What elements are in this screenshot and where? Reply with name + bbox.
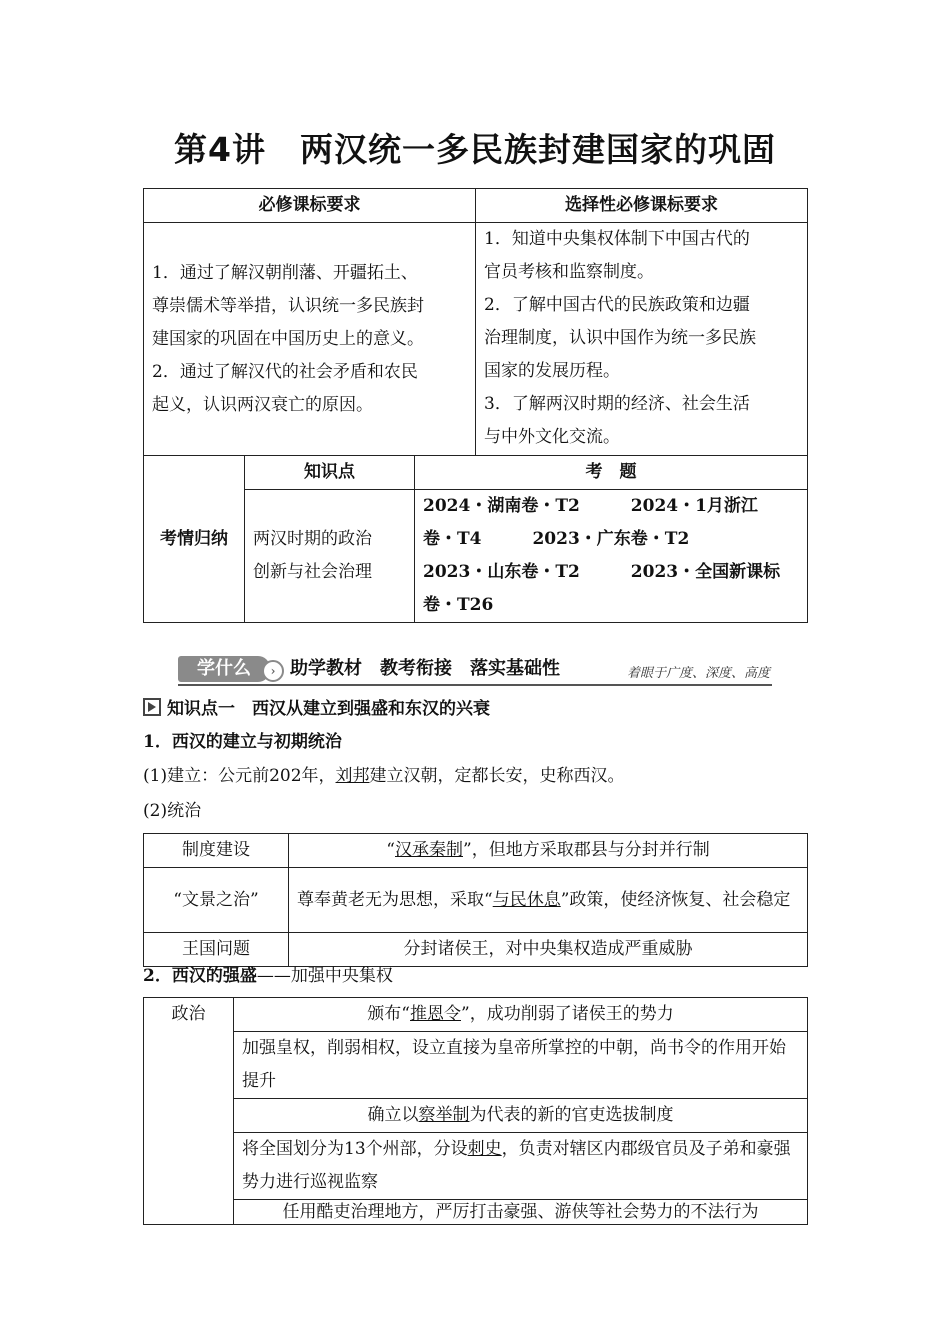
play-triangle-icon — [143, 698, 161, 716]
compulsory-line: 2．通过了解汉代的社会矛盾和农民 — [152, 361, 418, 382]
early-rule-table — [143, 833, 808, 967]
t1-r1-post: ”，但地方采取郡县与分封并行制 — [463, 840, 710, 860]
exam-questions-header: 考 题 — [415, 456, 808, 490]
exam-questions-cell — [415, 490, 808, 623]
subheading-2 — [143, 964, 393, 988]
learn-what-banner — [178, 654, 772, 686]
elective-line: 2．了解中国古代的民族政策和边疆 — [484, 295, 750, 315]
subheading-2-bold: 2．西汉的强盛 — [143, 966, 257, 986]
elective-standards-cell — [476, 223, 808, 456]
elective-line: 国家的发展历程。 — [484, 361, 621, 381]
exam-question-line: 卷・T4 2023・广东卷・T2 — [423, 529, 690, 549]
t1-r2-post: ”政策，使经济恢复、社会稳定 — [560, 889, 791, 910]
elective-standards-header: 选择性必修课标要求 — [476, 189, 808, 223]
p1-post: 建立汉朝，定都长安，史称西汉。 — [369, 766, 625, 786]
compulsory-standards-header: 必修课标要求 — [144, 189, 476, 223]
page-title: 第4讲 两汉统一多民族封建国家的巩固 — [174, 130, 776, 169]
t1-r1-underlined: 汉承秦制 — [395, 840, 463, 860]
t2-r3-underlined: 察举制 — [418, 1105, 470, 1125]
centralization-table — [143, 997, 808, 1225]
banner-pill: 学什么 — [178, 656, 270, 682]
curriculum-standards-table — [143, 188, 808, 623]
t2-r1-pre: 颁布“ — [367, 1004, 410, 1024]
elective-line: 与中外文化交流。 — [484, 427, 621, 447]
t2-r4-underlined: 刺史 — [467, 1139, 502, 1159]
compulsory-line: 尊崇儒术等举措，认识统一多民族封 — [152, 295, 424, 316]
t2-r3 — [234, 1099, 808, 1133]
elective-line: 1．知道中央集权体制下中国古代的 — [484, 229, 750, 249]
t2-r3-post: 为代表的新的官吏选拔制度 — [469, 1105, 674, 1125]
knowledge-point-heading — [143, 696, 490, 721]
t2-r4-pre: 将全国划分为13个州部，分设 — [242, 1139, 468, 1159]
banner-tagline: 着眼于广度、深度、高度 — [626, 666, 770, 681]
t2-r2: 加强皇权，削弱相权，设立直接为皇帝所掌控的中朝，尚书令的作用开始提升 — [234, 1032, 808, 1099]
p1-pre: (1)建立：公元前202年， — [143, 766, 336, 786]
knowledge-point-line: 两汉时期的政治 — [253, 529, 372, 549]
knowledge-point-title: 知识点一 西汉从建立到强盛和东汉的兴衰 — [167, 699, 490, 719]
paragraph-rule: (2)统治 — [143, 801, 202, 821]
t2-r3-pre: 确立以 — [367, 1105, 419, 1125]
knowledge-point-header: 知识点 — [245, 456, 415, 490]
subheading-2-rest: ——加强中央集权 — [256, 966, 393, 986]
elective-line: 3．了解两汉时期的经济、社会生活 — [484, 394, 750, 414]
t1-r1-pre: “ — [386, 840, 395, 860]
exam-question-line: 卷・T26 — [423, 595, 494, 615]
t2-r1-post: ”，成功削弱了诸侯王的势力 — [461, 1004, 674, 1024]
elective-line: 官员考核和监察制度。 — [484, 262, 655, 282]
t1-r2-content — [289, 868, 808, 933]
elective-line: 治理制度，认识中国作为统一多民族 — [484, 328, 757, 348]
exam-question-line: 2024・湖南卷・T2 2024・1月浙江 — [423, 496, 758, 516]
banner-rule — [178, 684, 772, 686]
p1-underlined: 刘邦 — [335, 766, 370, 786]
banner-slogan: 助学教材 教考衔接 落实基础性 — [290, 658, 560, 679]
t1-r1-content — [289, 834, 808, 868]
compulsory-line: 建国家的巩固在中国历史上的意义。 — [152, 328, 424, 349]
t2-r5: 任用酷吏治理地方，严厉打击豪强、游侠等社会势力的不法行为 — [234, 1200, 808, 1225]
t1-r3-label: 王国问题 — [144, 933, 289, 967]
compulsory-line: 1．通过了解汉朝削藩、开疆拓土、 — [152, 262, 418, 283]
t1-r2-label: “文景之治” — [144, 868, 289, 933]
t2-r4-post: ，负责对辖区内郡级官员及子弟和豪强势力进行巡视监察 — [242, 1139, 791, 1192]
t1-r3-content: 分封诸侯王，对中央集权造成严重威胁 — [289, 933, 808, 967]
knowledge-point-cell — [245, 490, 415, 623]
exam-question-line: 2023・山东卷・T2 2023・全国新课标 — [423, 562, 781, 582]
t2-politics-label: 政治 — [144, 998, 234, 1225]
compulsory-standards-cell — [144, 223, 476, 456]
t2-r1 — [234, 998, 808, 1032]
t2-r1-underlined: 推恩令 — [410, 1004, 461, 1024]
t1-r2-pre: 尊奉黄老无为思想，采取“ — [297, 889, 493, 910]
t1-r1-label: 制度建设 — [144, 834, 289, 868]
t2-r4 — [234, 1133, 808, 1200]
subheading-1: 1．西汉的建立与初期统治 — [143, 732, 342, 752]
exam-summary-label: 考情归纳 — [144, 456, 245, 623]
paragraph-establishment — [143, 764, 625, 788]
chevron-right-icon: › — [262, 660, 284, 682]
t1-r2-underlined: 与民休息 — [492, 889, 561, 910]
knowledge-point-line: 创新与社会治理 — [253, 562, 372, 582]
compulsory-line: 起义，认识两汉衰亡的原因。 — [152, 394, 373, 415]
